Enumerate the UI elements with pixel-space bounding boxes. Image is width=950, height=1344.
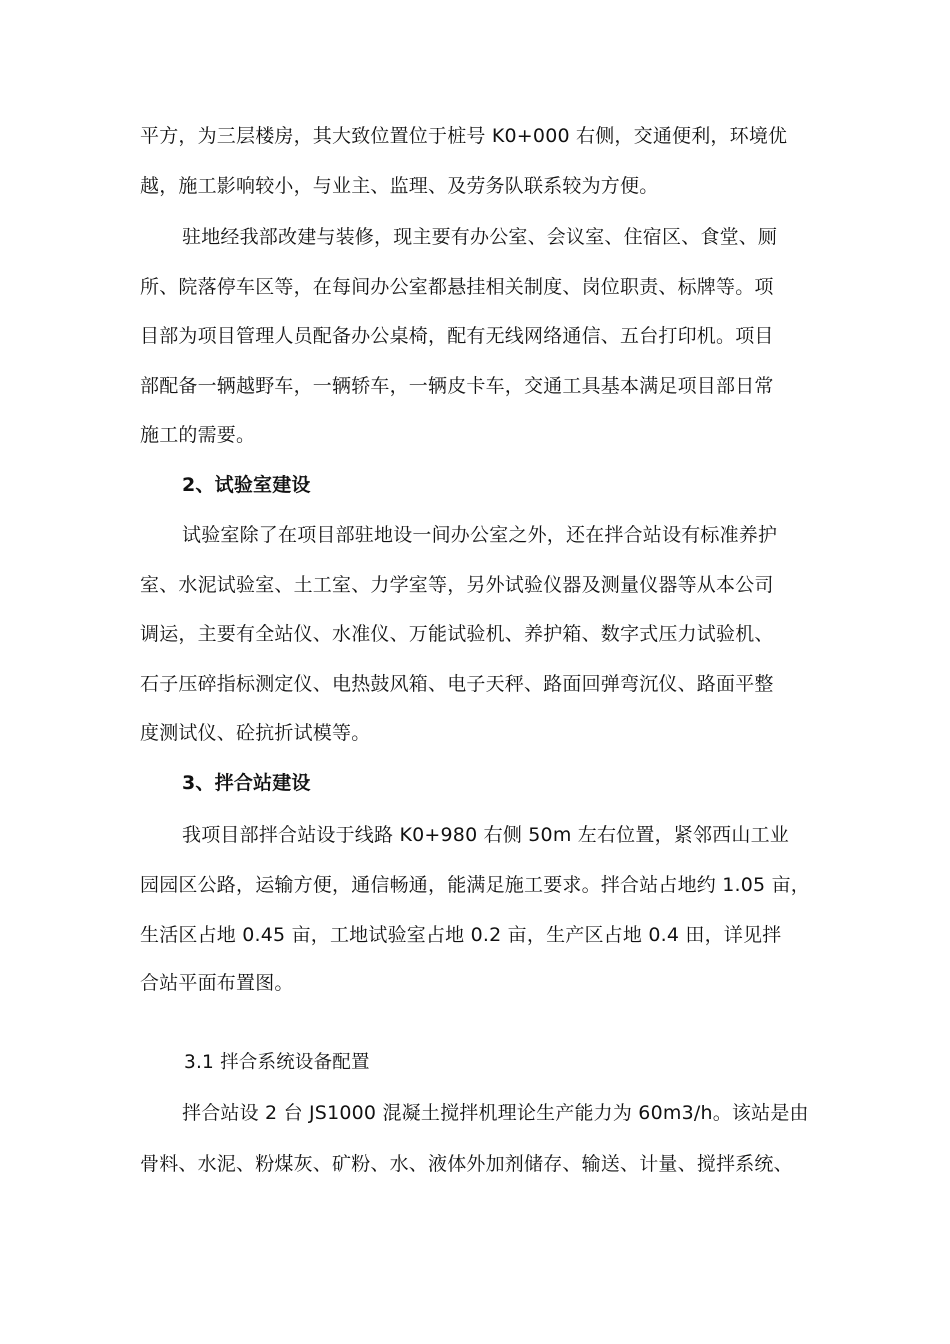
- paragraph-line: 目部为项目管理人员配备办公桌椅，配有无线网络通信、五台打印机。项目: [140, 325, 774, 347]
- paragraph-line: 度测试仪、砼抗折试模等。: [140, 722, 371, 744]
- paragraph-line: 驻地经我部改建与装修，现主要有办公室、会议室、住宿区、食堂、厕: [182, 226, 778, 248]
- subsection-heading-equipment: 3.1 拌合系统设备配置: [184, 1052, 370, 1073]
- paragraph-line: 调运，主要有全站仪、水准仪、万能试验机、养护箱、数字式压力试验机、: [140, 623, 774, 645]
- paragraph-line: 试验室除了在项目部驻地设一间办公室之外，还在拌合站设有标准养护: [182, 524, 778, 546]
- paragraph-line: 生活区占地 0.45 亩，工地试验室占地 0.2 亩，生产区占地 0.4 田，详见拌: [140, 924, 782, 946]
- section-heading-lab: 2、试验室建设: [182, 474, 311, 496]
- paragraph-line: 我项目部拌合站设于线路 K0+980 右侧 50m 左右位置，紧邻西山工业: [182, 824, 789, 846]
- paragraph-line: 拌合站设 2 台 JS1000 混凝土搅拌机理论生产能力为 60m3/h。该站是由: [182, 1102, 809, 1124]
- paragraph-line: 越，施工影响较小，与业主、监理、及劳务队联系较为方便。: [140, 175, 659, 197]
- paragraph-line: 园园区公路，运输方便，通信畅通，能满足施工要求。拌合站占地约 1.05 亩，: [140, 874, 810, 896]
- paragraph-line: 所、院落停车区等，在每间办公室都悬挂相关制度、岗位职责、标牌等。项: [140, 276, 774, 298]
- paragraph-line: 平方，为三层楼房，其大致位置位于桩号 K0+000 右侧，交通便利，环境优: [140, 125, 788, 147]
- paragraph-line: 部配备一辆越野车，一辆轿车，一辆皮卡车，交通工具基本满足项目部日常: [140, 375, 774, 397]
- section-heading-mixing: 3、拌合站建设: [182, 772, 311, 794]
- paragraph-line: 施工的需要。: [140, 424, 256, 446]
- paragraph-line: 合站平面布置图。: [140, 972, 294, 994]
- paragraph-line: 室、水泥试验室、土工室、力学室等，另外试验仪器及测量仪器等从本公司: [140, 574, 774, 596]
- paragraph-line: 石子压碎指标测定仪、电热鼓风箱、电子天秤、路面回弹弯沉仪、路面平整: [140, 673, 774, 695]
- paragraph-line: 骨料、水泥、粉煤灰、矿粉、水、液体外加剂储存、输送、计量、搅拌系统、: [140, 1153, 793, 1175]
